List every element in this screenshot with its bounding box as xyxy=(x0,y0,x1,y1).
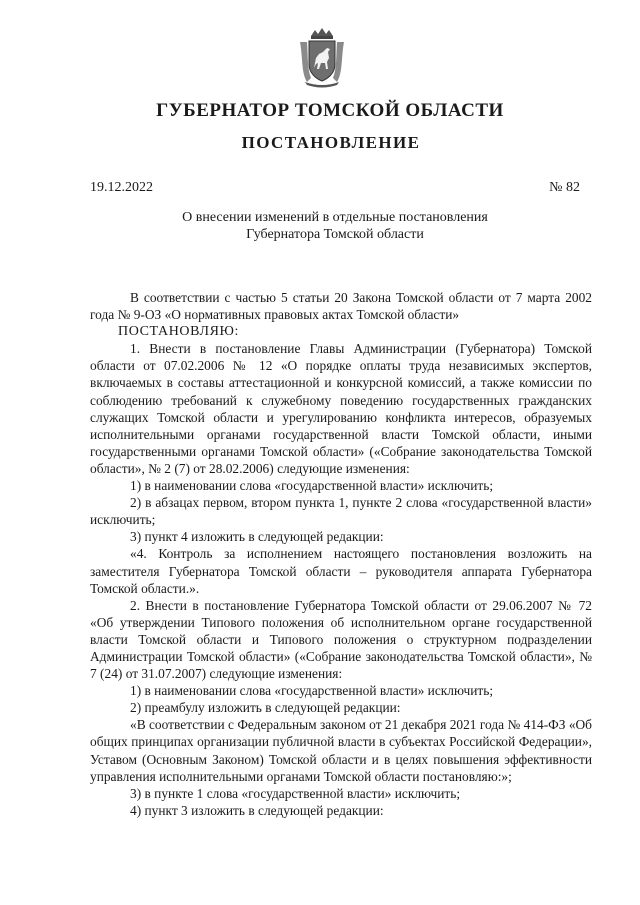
document-type-title: ПОСТАНОВЛЕНИЕ xyxy=(241,133,421,152)
paragraph: 2) преамбулу изложить в следующей редакции: xyxy=(130,700,401,716)
paragraph: «В соответствии с Федеральным законом от 21 декабря 2021 года № 414-ФЗ «Об общих принципах организации публичной власти в субъектах Российской Федерации», Уставом (Основным Законом) Томской области и в целях повышения эффективности управления исполнительными органами Томской области постановляю:»; xyxy=(90,717,592,784)
paragraph: 3) пункт 4 изложить в следующей редакции: xyxy=(130,529,384,545)
paragraph: 1) в наименовании слова «государственной власти» исключить; xyxy=(130,683,494,699)
subject-line: О внесении изменений в отдельные постановления xyxy=(182,210,488,225)
document-date: 19.12.2022 xyxy=(90,180,153,195)
paragraph: 3) в пункте 1 слова «государственной власти» исключить; xyxy=(130,785,461,801)
document-number: № 82 xyxy=(549,180,580,195)
paragraph: «4. Контроль за исполнением настоящего постановления возложить на заместителя Губернатора Томской области – руководителя аппарата Губернатора Томской области.». xyxy=(90,546,592,596)
paragraph: 4) пункт 3 изложить в следующей редакции: xyxy=(130,802,384,818)
document-body xyxy=(90,289,592,819)
paragraph: 2) в абзацах первом, втором пункта 1, пункте 2 слова «государственной власти» исключить; xyxy=(90,495,592,528)
authority-title: ГУБЕРНАТОР ТОМСКОЙ ОБЛАСТИ xyxy=(156,100,504,121)
document-subject xyxy=(90,209,580,243)
tomsk-coat-of-arms-icon xyxy=(297,28,347,88)
paragraph: 1) в наименовании слова «государственной власти» исключить; xyxy=(130,478,494,494)
paragraph: 1. Внести в постановление Главы Администрации (Губернатора) Томской области от 07.02.2006 № 12 «О порядке оплаты труда независимых экспертов, включаемых в составы аттестационной и конкурсной комиссий, а также комиссии по соблюдению требований к служебному поведению государственных гражданских служащих Томской области и урегулированию конфликта интересов, образуемых исполнительными органами государственной власти Томской области, иными государственными органами Томской области» («Собрание законодательства Томской области», № 2 (7) от 28.02.2006) следующие изменения: xyxy=(90,341,592,476)
paragraph: 2. Внести в постановление Губернатора Томской области от 29.06.2007 № 72 «Об утверждении Типового положения об исполнительном органе государственной власти Томской области и Типового положения о структурном подразделении Администрации Томской области» («Собрание законодательства Томской области», № 7 (24) от 31.07.2007) следующие изменения: xyxy=(90,597,592,682)
paragraph: В соответствии с частью 5 статьи 20 Закона Томской области от 7 марта 2002 года № 9-ОЗ «О нормативных правовых актах Томской области» xyxy=(90,290,592,323)
subject-line: Губернатора Томской области xyxy=(246,227,424,242)
decree-word: ПОСТАНОВЛЯЮ: xyxy=(118,324,240,340)
